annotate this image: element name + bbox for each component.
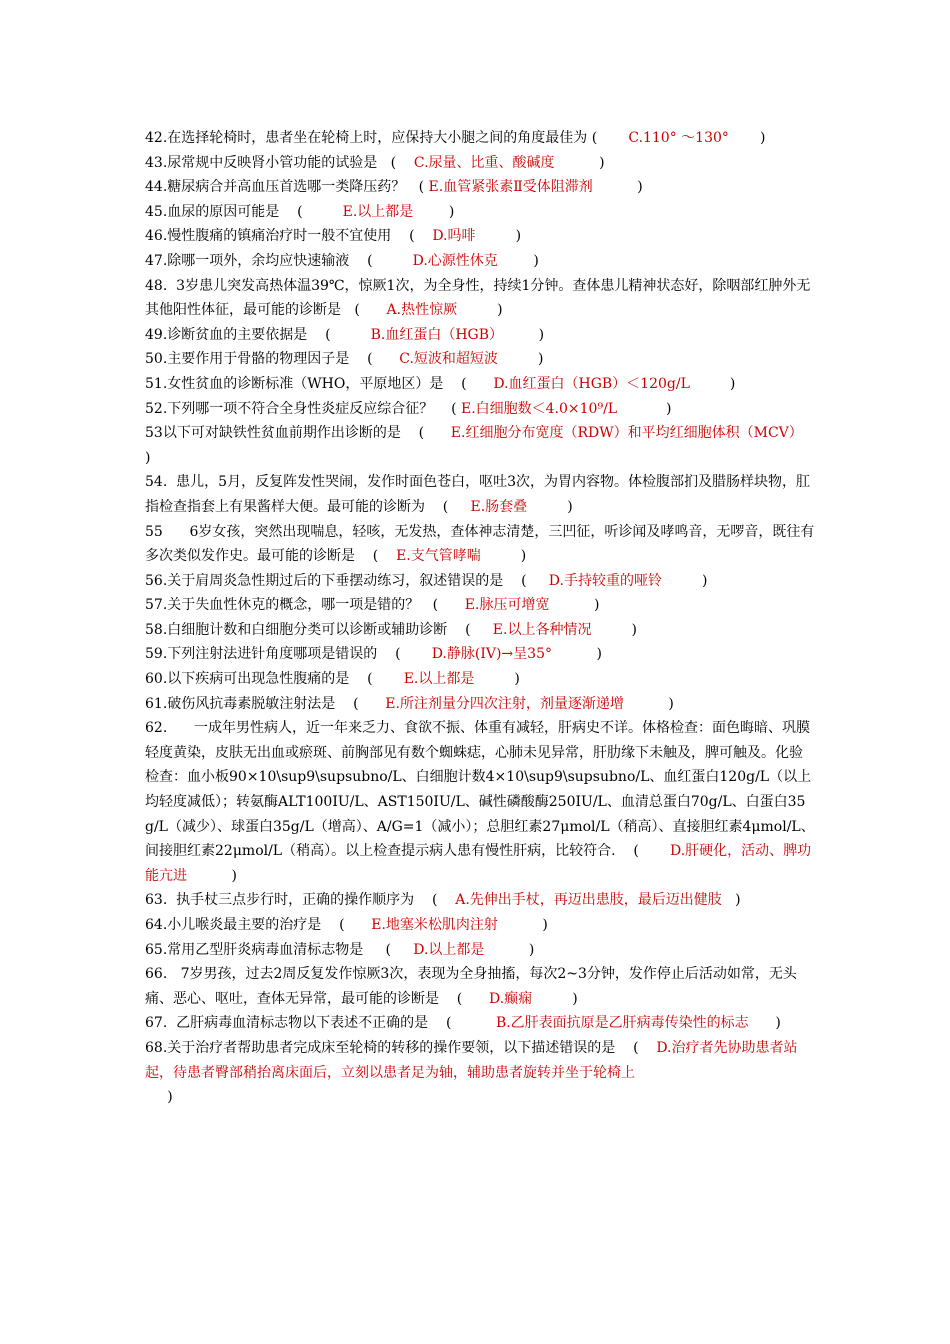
question-closing-paren: ) <box>554 154 605 171</box>
question-stem: 43.尿常规中反映肾小管功能的试验是 ( <box>145 154 414 171</box>
question-answer: D.肝硬化，活动、脾功能亢进 <box>145 843 812 884</box>
question-answer: D.手持较重的哑铃 <box>548 572 662 589</box>
question-closing-paren: ) <box>475 228 522 245</box>
question-answer: E.支气管哮喘 <box>396 548 481 565</box>
question-stem: 52.下列哪一项不符合全身性炎症反应综合征？ ( <box>145 400 461 417</box>
question-closing-paren: ) <box>484 941 535 958</box>
question-answer: D.以上都是 <box>413 941 485 958</box>
question-answer: C.110° ～130° <box>628 130 729 146</box>
question-stem: 54. 患儿，5月，反复阵发性哭闹，发作时面色苍白，呕吐3次，为胃内容物。体检腹部扪及腊肠样块物，肛指检查指套上有果酱样大便。最可能的诊断为 ( <box>145 474 810 515</box>
question-closing-paren: ) <box>497 351 544 368</box>
question-answer: B.乙肝表面抗原是乙肝病毒传染性的标志 <box>495 1015 749 1032</box>
question-stem: 55 6岁女孩，突然出现喘息，轻咳，无发热，查体神志清楚，三凹征，听诊闻及哮鸣音，无啰音，既往有多次类似发作史。最可能的诊断是 ( <box>145 523 815 565</box>
question-item <box>145 520 815 569</box>
question-closing-paren: ) <box>551 646 602 663</box>
question-stem: 61.破伤风抗毒素脱敏注射法是 ( <box>145 695 386 712</box>
question-answer: D.静脉(IV)→呈35° <box>431 646 552 663</box>
question-item <box>145 1011 815 1036</box>
question-item <box>145 618 815 643</box>
question-stem: 63. 执手杖三点步行时，正确的操作顺序为 ( <box>145 892 456 909</box>
question-stem: 58.白细胞计数和白细胞分类可以诊断或辅助诊断 ( <box>145 621 493 638</box>
question-closing-paren: ) <box>689 375 736 392</box>
question-closing-paren: ) <box>721 892 741 909</box>
question-answer: C.短波和超短波 <box>399 351 498 368</box>
question-stem: 47.除哪一项外，余均应快速输液 ( <box>145 252 413 269</box>
question-answer: E.白细胞数＜4.0×10⁹/L <box>460 400 618 417</box>
question-stem: 68.关于治疗者帮助患者完成床至轮椅的转移的操作要领，以下描述错误的是 ( <box>145 1039 657 1056</box>
question-stem: 50.主要作用于骨骼的物理因子是 ( <box>145 351 400 368</box>
question-item <box>145 347 815 372</box>
question-stem: 66. 7岁男孩，过去2周反复发作惊厥3次，表现为全身抽搐，每次2~3分钟，发作停止后活动如常，无头痛、恶心、呕吐，查体无异常，最可能的诊断是 ( <box>145 966 797 1007</box>
question-item <box>145 126 815 151</box>
question-item <box>145 716 815 888</box>
question-closing-paren: ) <box>503 326 545 343</box>
question-stem: 44.糖尿病合并高血压首选哪一类降压药？ ( <box>145 179 429 196</box>
question-item <box>145 888 815 913</box>
question-item <box>145 962 815 1011</box>
question-item <box>145 642 815 667</box>
question-closing-paren: ) <box>661 572 708 589</box>
question-closing-paren: ) <box>497 252 539 269</box>
question-stem: 46.慢性腹痛的镇痛治疗时一般不宜使用 ( <box>145 228 433 245</box>
question-answer: A.先伸出手杖，再迈出患肢，最后迈出健肢 <box>455 892 722 909</box>
question-stem: 65.常用乙型肝炎病毒血清标志物是 ( <box>145 941 414 958</box>
question-answer: D.癫痫 <box>488 990 533 1007</box>
question-closing-paren: ) <box>480 548 527 565</box>
question-closing-paren: ) <box>549 597 600 614</box>
question-stem: 67. 乙肝病毒血清标志物以下表述不正确的是 ( <box>145 1015 496 1032</box>
question-answer: B.血红蛋白（HGB） <box>370 326 504 343</box>
question-stem: 53以下可对缺铁性贫血前期作出诊断的是 ( <box>145 425 451 442</box>
question-closing-paren: ) <box>592 179 643 196</box>
question-closing-paren: ) <box>145 425 852 466</box>
question-closing-paren: ) <box>591 621 637 638</box>
question-closing-paren: ) <box>413 203 455 220</box>
question-item <box>145 938 815 963</box>
question-item <box>145 692 815 717</box>
question-answer: E.红细胞分布宽度（RDW）和平均红细胞体积（MCV） <box>450 425 803 442</box>
question-stem: 49.诊断贫血的主要依据是 ( <box>145 326 371 343</box>
question-item <box>145 249 815 274</box>
question-item <box>145 151 815 176</box>
question-closing-paren: ) <box>617 400 672 417</box>
question-stem: 62. 一成年男性病人，近一年来乏力、食欲不振、体重有减轻，肝病史不详。体格检查：面色晦暗、巩膜轻度黄染，皮肤无出血或瘀斑、前胸部见有数个蜘蛛痣，心肺未见异常，肝肋缘下未触及，脾可触及。化验检查：血小板90×10\sup9\supsubno/L、白细胞计数4×10\sup9\supsubno/L、血红蛋白120g/L（以上均轻度减低）；转氨酶ALT100IU/L、AST150IU/L、碱性磷酸酶250IU/L、血清总蛋白70g/L、白蛋白35g/L（减少）、球蛋白35g/L（增高）、A/G=1（减小）；总胆红素27μmol/L（稍高）、直接胆红素4μmol/L、间接胆红素22μmol/L（稍高）。以上检查提示病人患有慢性肝病，比较符合. ( <box>145 720 815 860</box>
question-closing-paren: ) <box>187 867 237 884</box>
question-closing-paren: ) <box>457 302 503 319</box>
question-answer: E.地塞米松肌肉注射 <box>371 917 498 933</box>
question-answer: E.所注剂量分四次注射，剂量逐渐递增 <box>385 695 624 712</box>
question-item <box>145 397 815 422</box>
question-answer: C.尿量、比重、酸碱度 <box>413 154 555 171</box>
question-list <box>145 126 852 1110</box>
question-stem: 59.下列注射法进针角度哪项是错误的 ( <box>145 646 432 663</box>
question-stem: 64.小儿喉炎最主要的治疗是 ( <box>145 917 372 933</box>
question-item <box>145 224 815 249</box>
question-answer: E.肠套叠 <box>470 498 528 515</box>
question-answer: D.吗啡 <box>432 228 476 245</box>
question-answer: E.以上都是 <box>403 671 475 688</box>
question-answer: E.脉压可增宽 <box>464 597 550 614</box>
question-item <box>145 372 815 397</box>
question-stem: 42.在选择轮椅时，患者坐在轮椅上时，应保持大小腿之间的角度最佳为 ( <box>145 130 629 146</box>
question-closing-paren: ) <box>497 917 548 933</box>
question-closing-paren: ) <box>728 130 766 146</box>
question-stem: 45.血尿的原因可能是 ( <box>145 203 343 220</box>
question-closing-paren: ) <box>532 990 578 1007</box>
question-closing-paren: ) <box>748 1015 781 1032</box>
question-answer: D.心源性休克 <box>412 252 498 269</box>
question-closing-paren: ) <box>527 498 573 515</box>
question-item <box>145 913 815 938</box>
question-item <box>145 1036 815 1110</box>
question-item <box>145 323 815 348</box>
question-stem: 51.女性贫血的诊断标准（WHO，平原地区）是 ( <box>145 375 494 392</box>
question-closing-paren: ) <box>474 671 520 688</box>
question-stem: 57.关于失血性休克的概念，哪一项是错的？ ( <box>145 597 465 614</box>
question-item <box>145 593 815 618</box>
question-item <box>145 421 852 470</box>
question-answer: E.血管紧张素Ⅱ受体阻滞剂 <box>428 179 593 196</box>
question-stem: 56.关于肩周炎急性期过后的下垂摆动练习，叙述错误的是 ( <box>145 572 549 589</box>
question-closing-paren: ) <box>167 1089 173 1106</box>
question-answer: A.热性惊厥 <box>386 302 458 319</box>
question-answer: E.以上各种情况 <box>492 621 592 638</box>
question-item <box>145 200 815 225</box>
question-item <box>145 569 815 594</box>
question-answer: E.以上都是 <box>342 203 414 220</box>
question-item <box>145 667 815 692</box>
question-item <box>145 274 815 323</box>
question-item <box>145 175 815 200</box>
question-answer: D.血红蛋白（HGB）＜120g/L <box>493 375 690 392</box>
question-stem: 48. 3岁患儿突发高热体温39℃，惊厥1次，为全身性，持续1分钟。查体患儿精神状态好，除咽部红肿外无其他阳性体征，最可能的诊断是 ( <box>145 277 811 319</box>
question-answer: D.治疗者先协助患者站起，待患者臀部稍抬离床面后，立刻以患者足为轴，辅助患者旋转并坐于轮椅上 <box>145 1039 798 1081</box>
question-item <box>145 470 815 519</box>
question-stem: 60.以下疾病可出现急性腹痛的是 ( <box>145 671 404 688</box>
question-closing-paren: ) <box>623 695 674 712</box>
